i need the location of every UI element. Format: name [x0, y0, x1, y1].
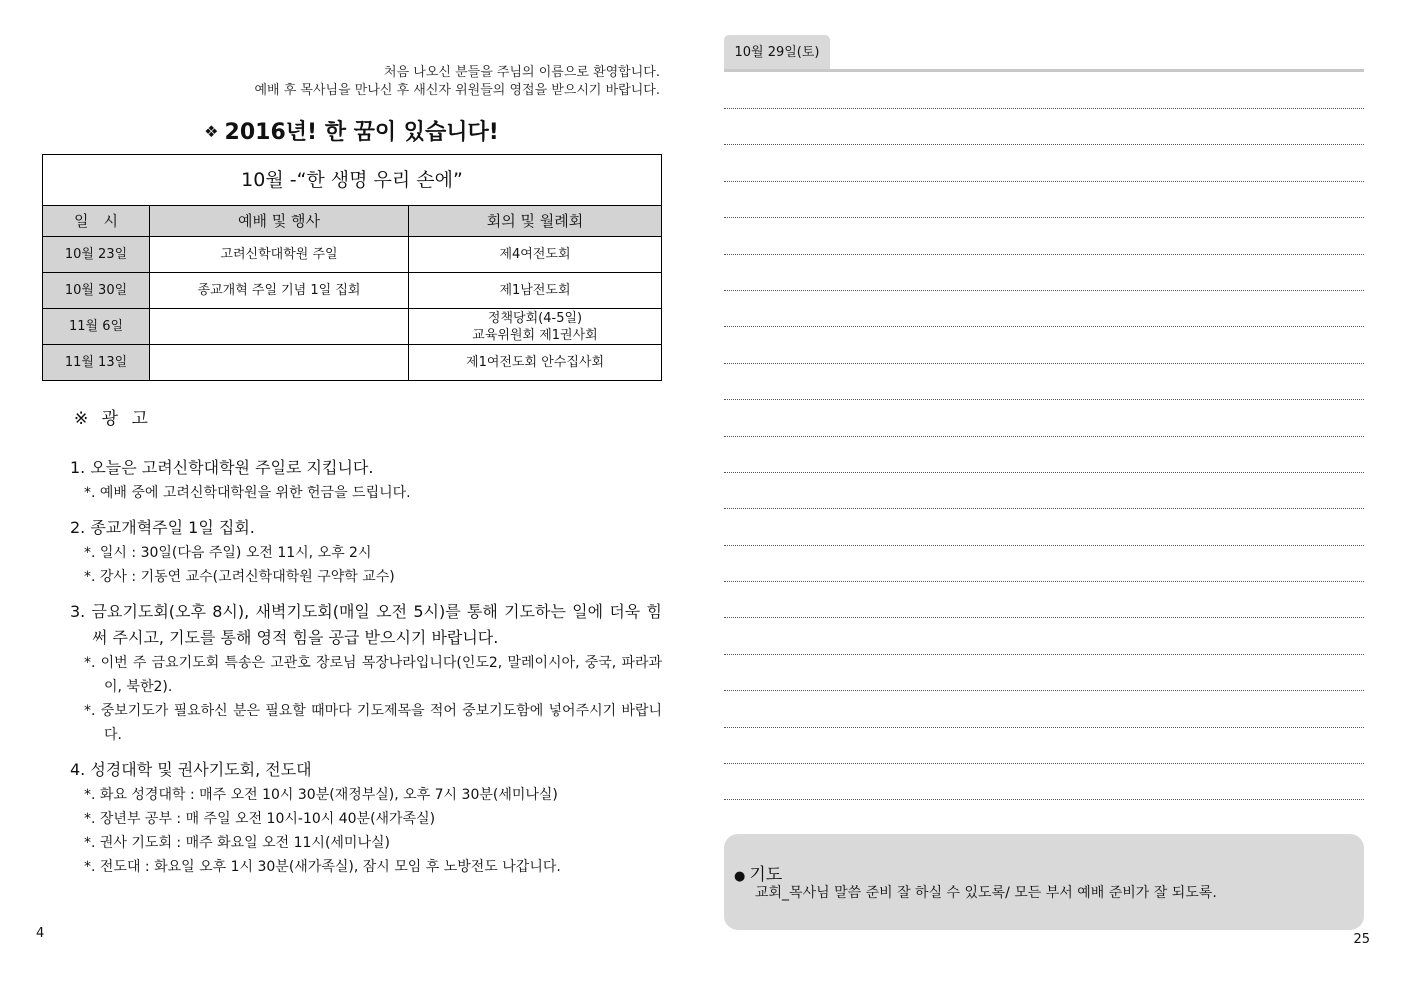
column-header: 예배 및 행사: [150, 206, 409, 237]
date-cell: 10월 23일: [43, 237, 150, 273]
note-line: [724, 363, 1364, 399]
meeting-cell: 제1남전도회: [409, 273, 662, 309]
announcement-detail: *. 강사 : 기동연 교수(고려신학대학원 구약학 교수): [84, 569, 395, 585]
prayer-text: 교회_목사님 말씀 준비 잘 하실 수 있도록/ 모든 부서 예배 준비가 잘 되도록.: [755, 885, 1217, 901]
announcement-detail: *. 이번 주 금요기도회 특송은 고관호 장로님 목장나라입니다(인도2, 말레이시아, 중국, 파라과이, 북한2).: [84, 655, 662, 695]
note-line: [724, 399, 1364, 435]
announcement-heading: 4. 성경대학 및 권사기도회, 전도대: [70, 760, 312, 779]
announcement-heading: 1. 오늘은 고려신학대학원 주일로 지킵니다.: [70, 458, 374, 477]
note-line: [724, 581, 1364, 617]
date-cell: 11월 13일: [43, 345, 150, 381]
prayer-box: [724, 834, 1364, 930]
announcement-heading: 3. 금요기도회(오후 8시), 새벽기도회(매일 오전 5시)를 통해 기도하는 일에 더욱 힘써 주시고, 기도를 통해 영적 힘을 공급 받으시기 바랍니다.: [70, 602, 662, 647]
welcome-line: 예배 후 목사님을 만나신 후 새신자 위원들의 영접을 받으시기 바랍니다.: [254, 83, 660, 98]
tab-underline: [724, 69, 1364, 72]
table-row: [43, 237, 662, 273]
note-line: [724, 727, 1364, 763]
note-line: [724, 108, 1364, 144]
note-line: [724, 690, 1364, 726]
schedule-table: [42, 154, 662, 381]
note-line: [724, 617, 1364, 653]
announcement-detail: *. 화요 성경대학 : 매주 오전 10시 30분(재정부실), 오후 7시 30분(세미나실): [84, 787, 558, 803]
announcement-heading: 2. 종교개혁주일 1일 집회.: [70, 518, 255, 537]
event-cell: [150, 345, 409, 381]
announcements: [70, 404, 662, 889]
column-header: 회의 및 월례회: [409, 206, 662, 237]
diamond-icon: ❖: [204, 122, 219, 141]
announcement-detail: *. 예배 중에 고려신학대학원을 위한 헌금을 드립니다.: [84, 485, 411, 501]
note-line: [724, 217, 1364, 253]
date-tab: 10월 29일(토): [724, 35, 830, 70]
meeting-line: 정책당회(4-5일): [487, 310, 583, 326]
date-cell: 11월 6일: [43, 309, 150, 345]
page-number: 4: [36, 926, 45, 941]
note-line: [724, 472, 1364, 508]
reference-mark-icon: ※: [74, 409, 93, 429]
meeting-cell: 제4여전도회: [409, 237, 662, 273]
left-page: [0, 0, 700, 992]
meeting-cell: 제1여전도회 안수집사회: [409, 345, 662, 381]
note-line: [724, 290, 1364, 326]
right-page: [700, 0, 1403, 992]
welcome-message: [40, 64, 660, 100]
prayer-title: ● 기도: [734, 865, 783, 885]
column-header: 일 시: [43, 206, 150, 237]
announcement-detail: *. 중보기도가 필요하신 분은 필요할 때마다 기도제목을 적어 중보기도함에 넣어주시기 바랍니다.: [84, 703, 662, 743]
announcement-detail: *. 장년부 공부 : 매 주일 오전 10시-10시 40분(새가족실): [84, 811, 436, 827]
note-line: [724, 436, 1364, 472]
note-lines: [724, 108, 1364, 836]
note-line: [724, 799, 1364, 835]
announcement-item: [70, 599, 662, 747]
note-line: [724, 545, 1364, 581]
table-header-row: [43, 206, 662, 237]
date-cell: 10월 30일: [43, 273, 150, 309]
note-line: [724, 181, 1364, 217]
event-cell: 종교개혁 주일 기념 1일 집회: [150, 273, 409, 309]
meeting-line: 교육위원회 제1권사회: [472, 327, 598, 343]
announcement-detail: *. 권사 기도회 : 매주 화요일 오전 11시(세미나실): [84, 835, 390, 851]
announcement-item: [70, 757, 662, 879]
table-row: [43, 273, 662, 309]
note-line: [724, 508, 1364, 544]
announcement-detail: *. 일시 : 30일(다음 주일) 오전 11시, 오후 2시: [84, 545, 372, 561]
page-heading: [42, 116, 661, 149]
note-line: [724, 254, 1364, 290]
announcement-item: [70, 455, 662, 505]
note-line: [724, 654, 1364, 690]
page-number: 25: [1353, 932, 1370, 947]
announcements-title: ※ 광 고: [74, 409, 152, 429]
schedule-title: 10월 -“한 생명 우리 손에”: [43, 155, 662, 206]
announcement-item: [70, 515, 662, 589]
note-line: [724, 763, 1364, 799]
event-cell: 고려신학대학원 주일: [150, 237, 409, 273]
meeting-cell: [409, 309, 662, 345]
note-line: [724, 326, 1364, 362]
bullet-icon: ●: [734, 869, 746, 884]
event-cell: [150, 309, 409, 345]
welcome-line: 처음 나오신 분들을 주님의 이름으로 환영합니다.: [384, 65, 660, 80]
announcement-detail: *. 전도대 : 화요일 오후 1시 30분(새가족실), 잠시 모임 후 노방전도 나갑니다.: [84, 859, 561, 875]
heading-text: 2016년! 한 꿈이 있습니다!: [224, 120, 499, 145]
note-line: [724, 144, 1364, 180]
table-row: [43, 345, 662, 381]
table-row: [43, 309, 662, 345]
